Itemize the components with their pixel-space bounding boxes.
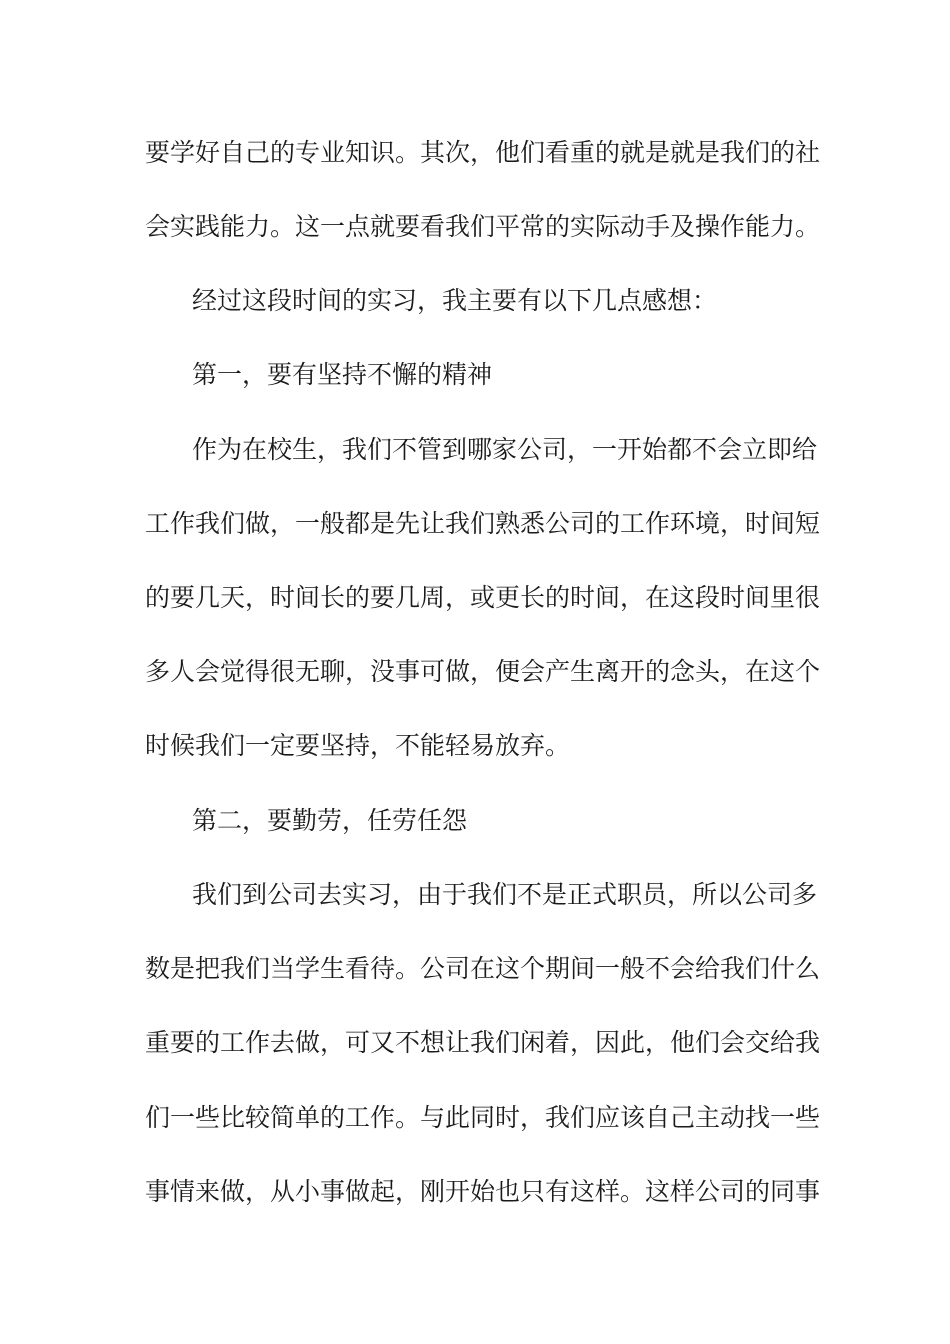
text-line: 作为在校生，我们不管到哪家公司，一开始都不会立即给 bbox=[192, 435, 818, 464]
text-line: 的要几天，时间长的要几周，或更长的时间，在这段时间里很 bbox=[145, 583, 821, 612]
text-line: 工作我们做，一般都是先让我们熟悉公司的工作环境，时间短 bbox=[145, 509, 821, 538]
text-line: 数是把我们当学生看待。公司在这个期间一般不会给我们什么 bbox=[145, 954, 821, 983]
section-heading-second: 第二，要勤劳，任劳任怨 bbox=[192, 806, 468, 835]
paragraph-intro: 经过这段时间的实习，我主要有以下几点感想： bbox=[192, 286, 718, 315]
text-line: 事情来做，从小事做起，刚开始也只有这样。这样公司的同事 bbox=[145, 1177, 821, 1206]
text-line: 要学好自己的专业知识。其次，他们看重的就是就是我们的社 bbox=[145, 138, 821, 167]
text-line: 会实践能力。这一点就要看我们平常的实际动手及操作能力。 bbox=[145, 212, 821, 241]
text-line: 我们到公司去实习，由于我们不是正式职员，所以公司多 bbox=[192, 880, 818, 909]
text-line: 多人会觉得很无聊，没事可做，便会产生离开的念头，在这个 bbox=[145, 657, 821, 686]
text-line: 重要的工作去做，可又不想让我们闲着，因此，他们会交给我 bbox=[145, 1028, 821, 1057]
text-line: 时候我们一定要坚持，不能轻易放弃。 bbox=[145, 731, 571, 760]
text-line: 们一些比较简单的工作。与此同时，我们应该自己主动找一些 bbox=[145, 1103, 821, 1132]
section-heading-first: 第一，要有坚持不懈的精神 bbox=[192, 360, 493, 389]
